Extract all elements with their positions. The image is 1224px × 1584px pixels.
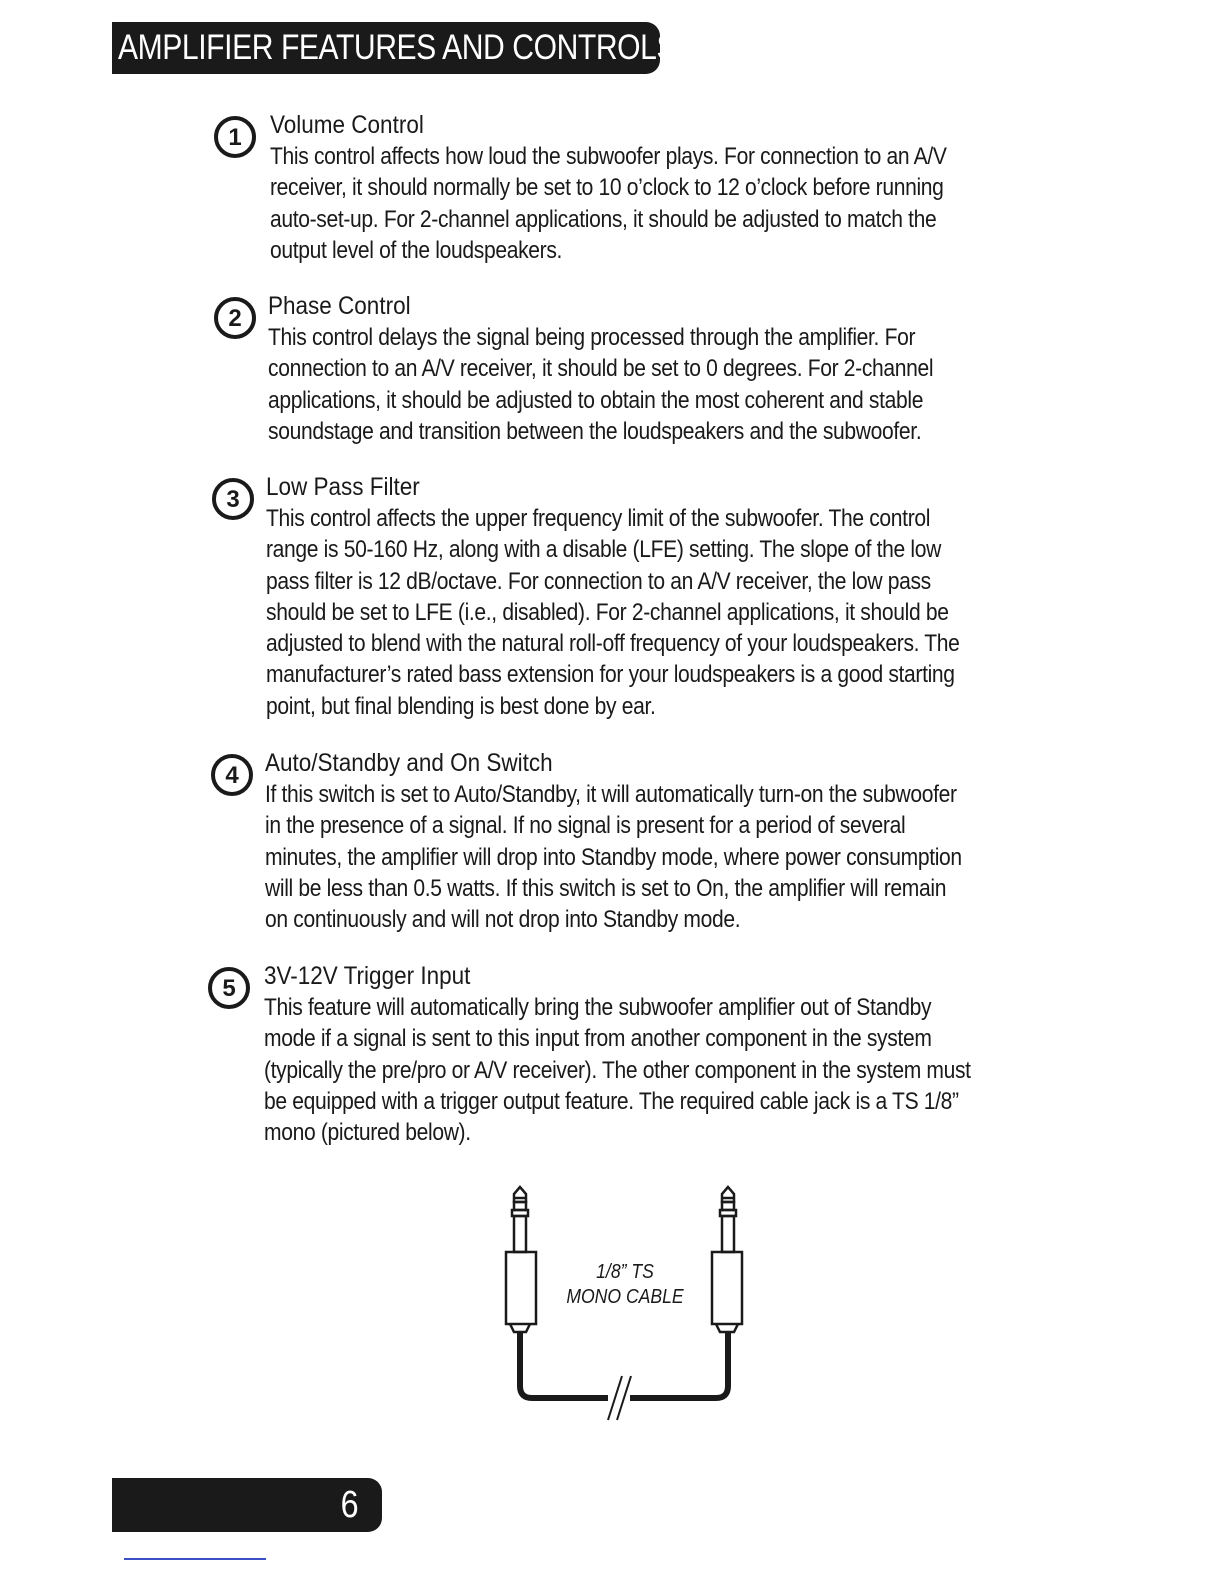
number-5-icon: [206, 965, 252, 1011]
section-title: Auto/Standby and On Switch: [265, 749, 553, 777]
section-title: Volume Control: [270, 111, 424, 139]
bottom-rule: [124, 1558, 266, 1560]
section-body: This control affects how loud the subwoofer plays. For connection to an A/V receiver, it should normally be set to 10 o’clock to 12 o’clock before running auto-set-up. For 2-channel applications, it should be adjusted to match the output level of the loudspeakers.: [270, 143, 947, 264]
number-3-icon: [210, 476, 256, 522]
page-title: AMPLIFIER FEATURES AND CONTROLS: [118, 28, 677, 67]
section-auto-standby-switch: [201, 748, 1041, 935]
section-header: [112, 22, 677, 74]
svg-text:4: 4: [225, 762, 239, 789]
section-body: If this switch is set to Auto/Standby, it will automatically turn-on the subwoofer in the presence of a signal. If no signal is present for a period of several minutes, the amplifier will drop into Standby mode, where power consumption will be less than 0.5 watts. If this switch is set to On, the amplifier will remain on continuously and will not drop into Standby mode.: [265, 781, 962, 934]
svg-text:5: 5: [222, 975, 236, 1002]
page-number: 6: [340, 1484, 359, 1526]
number-2-icon: [212, 295, 258, 341]
section-title: Phase Control: [268, 292, 411, 320]
mono-cable-diagram: [490, 1180, 760, 1430]
section-volume-control: [206, 110, 1046, 266]
page-number-bar: [112, 1478, 382, 1532]
number-4-icon: [209, 752, 255, 798]
section-low-pass-filter: [202, 472, 1042, 722]
section-title: Low Pass Filter: [266, 473, 420, 501]
section-phase-control: [204, 291, 1044, 447]
section-body: This control delays the signal being processed through the amplifier. For connection to an A/V receiver, it should be set to 0 degrees. For 2-channel applications, it should be adjusted to obtain the most coherent and stable soundstage and transition between the loudspeakers and the subwoofer.: [268, 324, 934, 445]
number-1-icon: [212, 114, 258, 160]
svg-text:2: 2: [228, 305, 242, 332]
section-trigger-input: [200, 961, 1040, 1148]
cable-label-size: 1/8” TS: [596, 1261, 654, 1283]
cable-label-type: MONO CABLE: [566, 1286, 684, 1308]
section-title: 3V-12V Trigger Input: [264, 962, 471, 990]
svg-text:3: 3: [226, 486, 240, 513]
section-body: This control affects the upper frequency limit of the subwoofer. The control range is 50-160 Hz, along with a disable (LFE) setting. The slope of the low pass filter is 12 dB/octave. For connection to an A/V receiver, the low pass should be set to LFE (i.e., disabled). For 2-channel applications, it should be adjusted to blend with the natural roll-off frequency of your loudspeakers. The manufacturer’s rated bass extension for your loudspeakers is a good starting point, but final blending is best done by ear.: [266, 505, 960, 720]
svg-text:1: 1: [228, 124, 242, 151]
section-body: This feature will automatically bring the subwoofer amplifier out of Standby mode if a signal is sent to this input from another component in the system (typically the pre/pro or A/V receiver). The other component in the system must be equipped with a trigger output feature. The required cable jack is a TS 1/8” mono (pictured below).: [264, 994, 971, 1147]
